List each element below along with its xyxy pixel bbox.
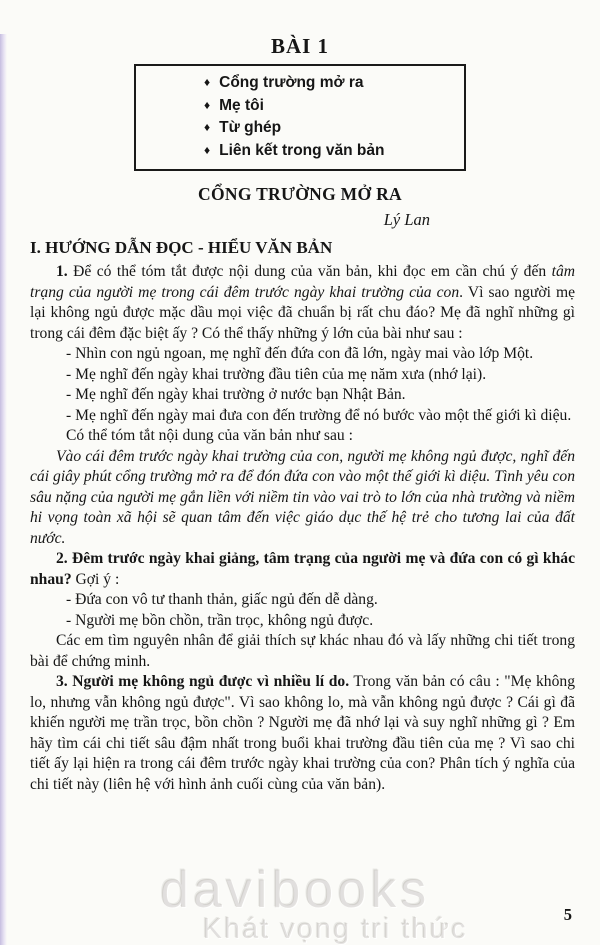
contents-item-label: Liên kết trong văn bản: [219, 141, 385, 159]
body-text: [30, 262, 575, 795]
reading-title: CỔNG TRƯỜNG MỞ RA: [198, 184, 402, 204]
contents-item: [204, 95, 464, 118]
contents-item-label: Mẹ tôi: [219, 96, 264, 114]
diamond-bullet-icon: ♦: [204, 75, 211, 89]
section-heading: I. HƯỚNG DẪN ĐỌC - HIỂU VĂN BẢN: [30, 238, 333, 257]
contents-item-label: Từ ghép: [219, 119, 282, 136]
question-2-closing: Các em tìm nguyên nhân để giải thích sự khác nhau đó và lấy những chi tiết trong bài để chứng minh.: [30, 632, 575, 670]
publisher-watermark: [0, 861, 600, 945]
question-1-bullet-4: - Mẹ nghĩ đến ngày mai đưa con đến trường để nó bước vào một thế giới kì diệu.: [66, 406, 572, 424]
diamond-bullet-icon: ♦: [204, 97, 211, 112]
question-1-italic-phrase: tâm trạng của người mẹ trong cái đêm trước ngày khai trường của con: [30, 263, 575, 301]
question-3-bold: 3. Người mẹ không ngủ được vì nhiều lí do.: [56, 673, 350, 690]
question-2-bullet-2: - Người mẹ bồn chồn, trần trọc, không ngủ được.: [66, 611, 374, 629]
lesson-contents-box: [134, 64, 466, 171]
contents-item: [204, 140, 464, 163]
question-2-paragraph: [30, 549, 575, 590]
summary-paragraph: Vào cái đêm trước ngày khai trường của con, người mẹ không ngủ được, nghĩ đến cái giây phút cổng trường mở ra để đón đứa con vào một thế giới kì diệu. Tình yêu con sâu nặng của người mẹ gắn liền với niềm tin vào vai trò to lớn của nhà trường và niềm hi vọng toàn xã hội sẽ quan tâm đến việc giáo dục thế hệ trẻ cho tương lai của đất nước.: [30, 447, 575, 547]
question-1-bullet-2: - Mẹ nghĩ đến ngày khai trường đầu tiên của mẹ năm xưa (nhớ lại).: [66, 365, 487, 383]
author-name: Lý Lan: [383, 210, 430, 229]
page-left-edge: [0, 34, 7, 945]
page-number: 5: [563, 905, 572, 924]
contents-item-label: Cổng trường mở ra: [219, 74, 364, 91]
lesson-number-heading: BÀI 1: [270, 34, 330, 58]
contents-item: [204, 72, 464, 95]
summary-intro: Có thể tóm tắt nội dung của văn bản như sau :: [66, 427, 353, 444]
question-3-paragraph: [30, 672, 575, 795]
question-2-bullet-1: - Đứa con vô tư thanh thản, giấc ngủ đến dễ dàng.: [66, 591, 378, 608]
contents-item: [204, 117, 464, 140]
question-1-bullet-1: - Nhìn con ngủ ngoan, mẹ nghĩ đến đứa con đã lớn, ngày mai vào lớp Một.: [66, 345, 534, 362]
diamond-bullet-icon: ♦: [204, 120, 211, 134]
question-3-text: Trong văn bản có câu : "Mẹ không lo, nhưng vẫn không ngủ được". Vì sao không lo, mà vẫn không ngủ được ? Cái gì đã khiến người mẹ trần trọc, bồn chồn ? Người mẹ đã nhớ lại và suy nghĩ những gì ? Em hãy tìm cái chi tiết sâu đậm nhất trong buổi khai trường đầu tiên của mẹ ? Vì sao chi tiết ấy lại hiện ra trong cái đêm trước ngày khai trường của con? Phân tích ý nghĩa của chi tiết này (liên hệ với hình ảnh cuối cùng của văn bản).: [30, 673, 575, 793]
question-2-bold: 2. Đêm trước ngày khai giảng, tâm trạng của người mẹ và đứa con có gì khác nhau?: [30, 550, 575, 588]
question-1-number: 1.: [56, 263, 68, 280]
question-1-bullet-3: - Mẹ nghĩ đến ngày khai trường ở nước bạn Nhật Bản.: [66, 386, 406, 403]
watermark-slogan: Khát vọng tri thức: [202, 913, 468, 945]
question-1-text-cont: . Vì sao người mẹ lại không ngủ được mặc dầu mọi việc đã chuẩn bị rất chu đáo? Mẹ đã nghĩ những gì trong cái đêm đặc biệt ấy ? Có thể thấy những ý lớn của bài như sau :: [30, 283, 575, 342]
book-page: [0, 34, 600, 945]
question-1-text: Để có thể tóm tắt được nội dung của văn bản, khi đọc em cần chú ý đến: [67, 263, 552, 280]
question-2-text: Gợi ý :: [71, 570, 120, 588]
watermark-brand: davibooks: [159, 861, 431, 919]
question-1-paragraph: [30, 262, 575, 344]
diamond-bullet-icon: ♦: [204, 142, 211, 157]
